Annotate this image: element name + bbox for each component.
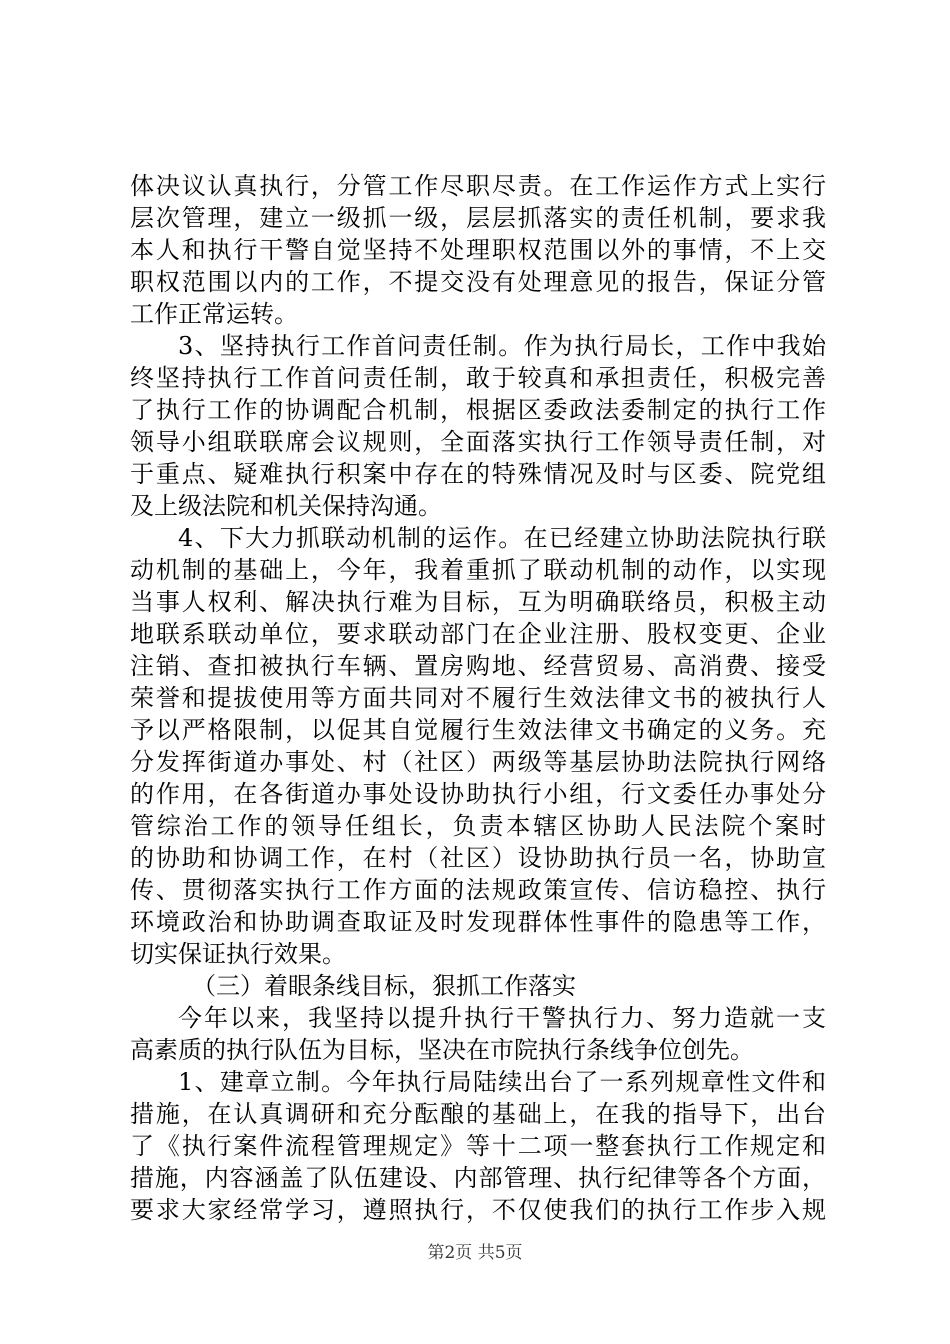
text-line: 地联系联动单位，要求联动部门在企业注册、股权变更、企业 xyxy=(130,620,826,648)
text-line: 要求大家经常学习，遵照执行，不仅使我们的执行工作步入规 xyxy=(130,1196,826,1224)
text-line: 层次管理，建立一级抓一级，层层抓落实的责任机制，要求我 xyxy=(130,204,826,232)
text-line: 分发挥街道办事处、村（社区）两级等基层协助法院执行网络 xyxy=(130,748,826,776)
text-line: 切实保证执行效果。 xyxy=(130,940,346,968)
paragraph-start-1: 1、建章立制。今年执行局陆续出台了一系列规章性文件和 xyxy=(178,1068,826,1096)
text-line: 荣誉和提拔使用等方面共同对不履行生效法律文书的被执行人 xyxy=(130,684,826,712)
text-line: 环境政治和协助调查取证及时发现群体性事件的隐患等工作， xyxy=(130,908,826,936)
document-body xyxy=(130,170,826,1226)
text-line: 高素质的执行队伍为目标，坚决在市院执行条线争位创先。 xyxy=(130,1036,754,1064)
text-line: 的协助和协调工作，在村（社区）设协助执行员一名，协助宣 xyxy=(130,844,826,872)
text-line: 于重点、疑难执行积案中存在的特殊情况及时与区委、院党组 xyxy=(130,460,826,488)
paragraph-start-3: 3、坚持执行工作首问责任制。作为执行局长，工作中我始 xyxy=(178,332,826,360)
text-line: 及上级法院和机关保持沟通。 xyxy=(130,492,442,520)
text-line: 当事人权利、解决执行难为目标，互为明确联络员，积极主动 xyxy=(130,588,826,616)
text-line: 措施，内容涵盖了队伍建设、内部管理、执行纪律等各个方面， xyxy=(130,1164,826,1192)
text-line: 终坚持执行工作首问责任制，敢于较真和承担责任，积极完善 xyxy=(130,364,826,392)
text-line: 职权范围以内的工作，不提交没有处理意见的报告，保证分管 xyxy=(130,268,826,296)
text-line: 的作用，在各街道办事处设协助执行小组，行文委任办事处分 xyxy=(130,780,826,808)
text-line: 措施，在认真调研和充分酝酿的基础上，在我的指导下，出台 xyxy=(130,1100,826,1128)
text-line: 体决议认真执行，分管工作尽职尽责。在工作运作方式上实行 xyxy=(130,172,826,200)
text-line: 动机制的基础上，今年，我着重抓了联动机制的动作，以实现 xyxy=(130,556,826,584)
text-line: 传、贯彻落实执行工作方面的法规政策宣传、信访稳控、执行 xyxy=(130,876,826,904)
page-footer: 第2页 共5页 xyxy=(427,1243,523,1263)
text-line: 本人和执行干警自觉坚持不处理职权范围以外的事情，不上交 xyxy=(130,236,826,264)
paragraph-start: 今年以来，我坚持以提升执行干警执行力、努力造就一支 xyxy=(178,1004,826,1032)
text-line: 了执行工作的协调配合机制，根据区委政法委制定的执行工作 xyxy=(130,396,826,424)
text-line: 注销、查扣被执行车辆、置房购地、经营贸易、高消费、接受 xyxy=(130,652,826,680)
text-line: 工作正常运转。 xyxy=(130,300,298,328)
section-heading: （三）着眼条线目标，狠抓工作落实 xyxy=(192,972,576,1000)
text-line: 了《执行案件流程管理规定》等十二项一整套执行工作规定和 xyxy=(130,1132,826,1160)
paragraph-start-4: 4、下大力抓联动机制的运作。在已经建立协助法院执行联 xyxy=(178,524,826,552)
text-line: 管综治工作的领导任组长，负责本辖区协助人民法院个案时 xyxy=(130,812,826,840)
text-line: 予以严格限制，以促其自觉履行生效法律文书确定的义务。充 xyxy=(130,716,826,744)
text-line: 领导小组联联席会议规则，全面落实执行工作领导责任制，对 xyxy=(130,428,826,456)
